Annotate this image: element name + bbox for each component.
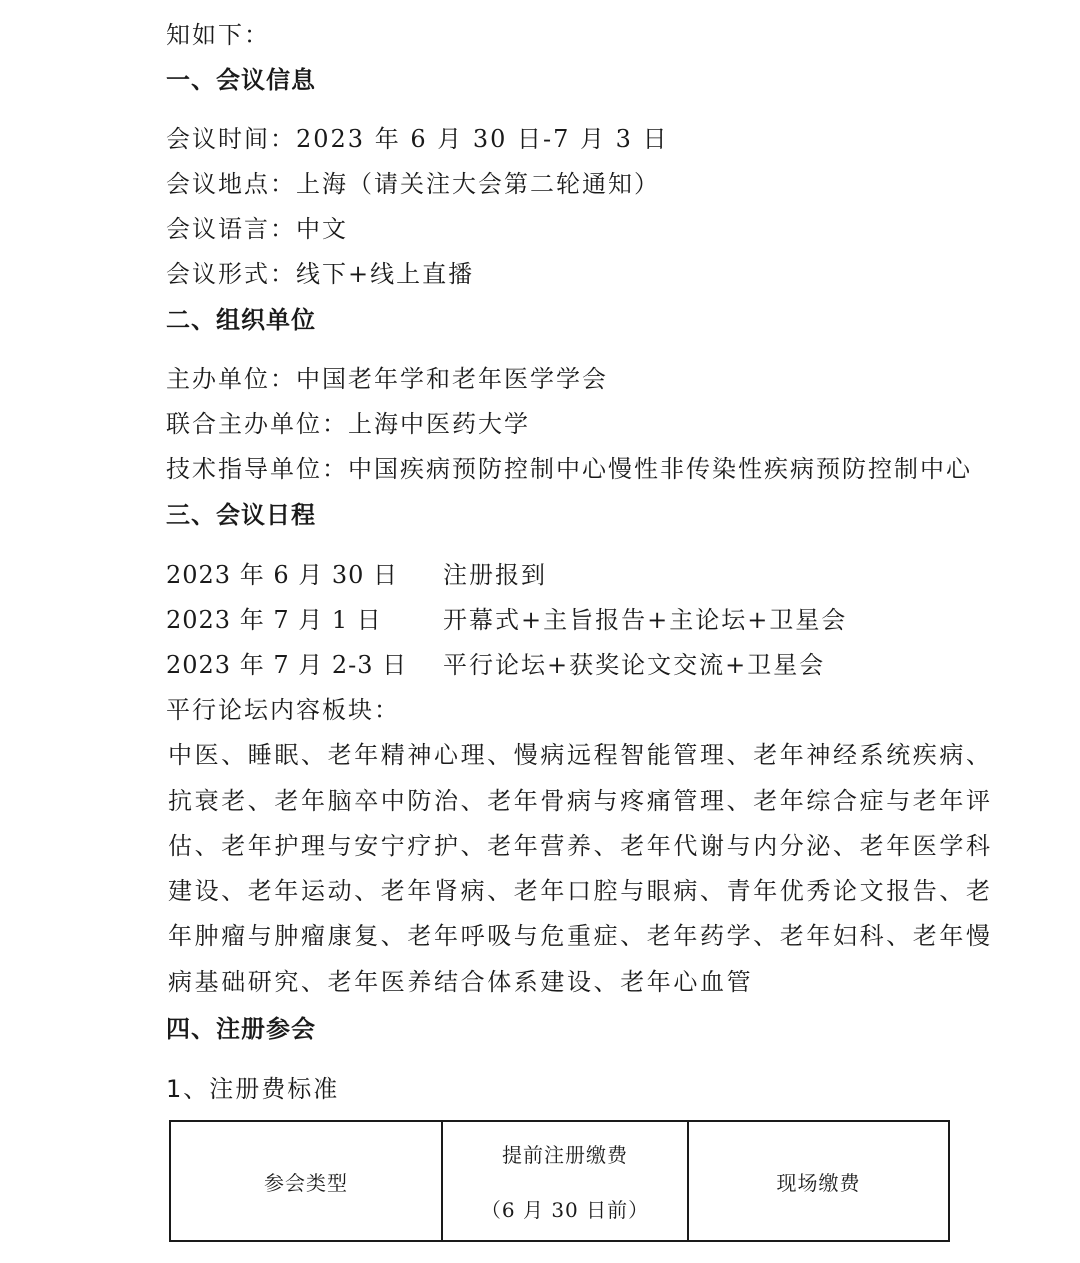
meeting-time: 会议时间：2023 年 6 月 30 日-7 月 3 日 [166,125,669,153]
fee-standard-subheading: 1、注册费标准 [166,1075,340,1103]
table-row [170,1121,949,1241]
meeting-format: 会议形式：线下+线上直播 [166,260,475,288]
table-header-onsite-payment: 现场缴费 [688,1121,949,1241]
cohost-unit: 联合主办单位：上海中医药大学 [166,410,530,438]
forum-topics-line: 病基础研究、老年医养结合体系建设、老年心血管 [168,968,754,996]
schedule-date: 2023 年 6 月 30 日 [166,561,399,589]
forum-topics-line: 抗衰老、老年脑卒中防治、老年骨病与疼痛管理、老年综合症与老年评 [168,787,993,815]
section-heading-meeting-info: 一、会议信息 [166,66,316,94]
meeting-place: 会议地点：上海（请关注大会第二轮通知） [166,170,660,198]
schedule-item: 注册报到 [443,561,547,589]
forum-topics-line: 中医、睡眠、老年精神心理、慢病远程智能管理、老年神经系统疾病、 [168,741,993,769]
early-registration-label: 提前注册缴费 [502,1143,628,1167]
early-registration-deadline: （6 月 30 日前） [480,1198,650,1222]
section-heading-registration: 四、注册参会 [166,1015,316,1043]
forum-topics-line: 建设、老年运动、老年肾病、老年口腔与眼病、青年优秀论文报告、老 [168,877,993,905]
forum-topics-line: 估、老年护理与安宁疗护、老年营养、老年代谢与内分泌、老年医学科 [168,832,993,860]
intro-fragment: 知如下： [166,21,270,49]
schedule-item: 平行论坛+获奖论文交流+卫星会 [443,651,826,679]
forum-label: 平行论坛内容板块： [166,696,400,724]
schedule-item: 开幕式+主旨报告+主论坛+卫星会 [443,606,848,634]
section-heading-organizers: 二、组织单位 [166,306,316,334]
schedule-date: 2023 年 7 月 2-3 日 [166,651,408,679]
table-header-early-registration [442,1121,688,1241]
schedule-date: 2023 年 7 月 1 日 [166,606,382,634]
host-unit: 主办单位：中国老年学和老年医学学会 [166,365,608,393]
registration-fee-table [169,1120,950,1242]
meeting-language: 会议语言：中文 [166,215,348,243]
forum-topics-line: 年肿瘤与肿瘤康复、老年呼吸与危重症、老年药学、老年妇科、老年慢 [168,922,993,950]
table-header-participant-type: 参会类型 [170,1121,442,1241]
technical-guide-unit: 技术指导单位：中国疾病预防控制中心慢性非传染性疾病预防控制中心 [166,455,972,483]
section-heading-schedule: 三、会议日程 [166,501,316,529]
